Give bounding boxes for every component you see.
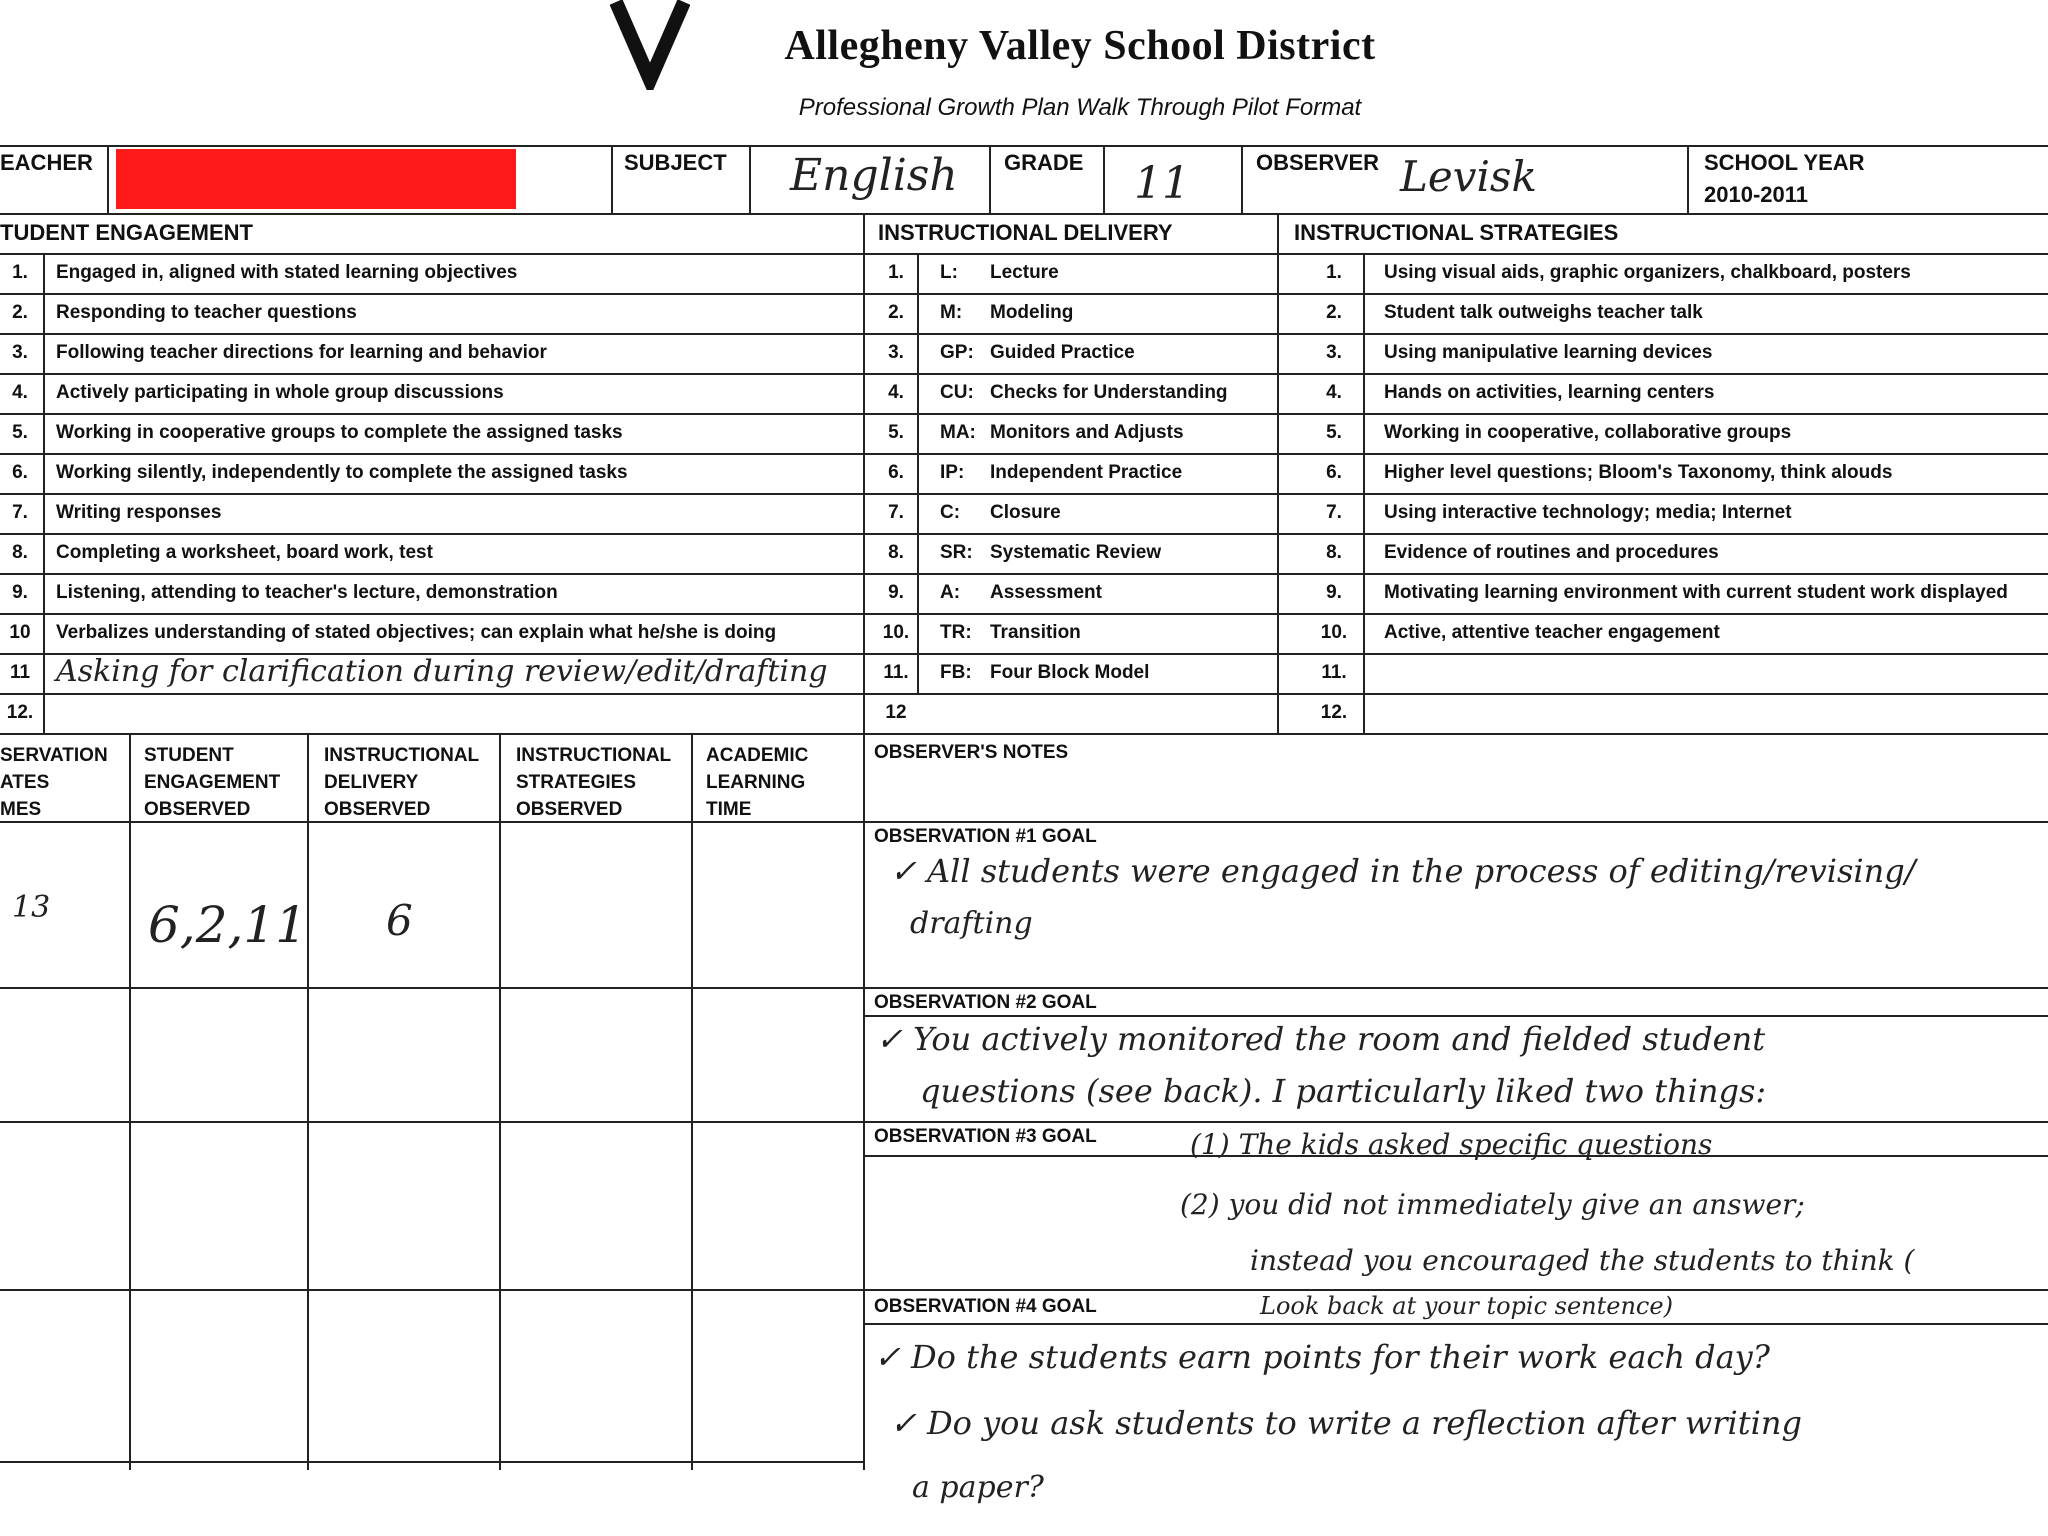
se-item: Working in cooperative groups to complete the assigned tasks	[56, 422, 623, 443]
goal3-line: (1) The kids asked specific questions	[1190, 1128, 1713, 1161]
school-year-label: SCHOOL YEAR	[1704, 150, 1865, 175]
id-item: Transition	[990, 622, 1081, 643]
col-engagement-header: STUDENT ENGAGEMENT OBSERVED	[144, 745, 281, 820]
id-code: A:	[940, 582, 961, 603]
se-item: Listening, attending to teacher's lecture, demonstration	[56, 582, 558, 603]
se-num: 1.	[12, 262, 28, 283]
obs1-delivery: 6	[386, 896, 413, 945]
observer-value: Levisk	[1400, 152, 1537, 201]
is-num: 5.	[1326, 422, 1342, 443]
goal2-line: ✓ You actively monitored the room and fielded student	[876, 1020, 1766, 1058]
se-num: 8.	[12, 542, 28, 563]
id-num: 12	[885, 702, 907, 723]
is-num: 12.	[1320, 702, 1348, 723]
id-num: 5.	[888, 422, 904, 443]
id-num: 8.	[888, 542, 904, 563]
id-code: TR:	[940, 622, 972, 643]
observer-notes-heading: OBSERVER'S NOTES	[874, 742, 1069, 763]
se-item: Writing responses	[56, 502, 222, 523]
goal4-line: a paper?	[912, 1470, 1044, 1505]
id-item: Assessment	[990, 582, 1102, 603]
se-num: 7.	[12, 502, 28, 523]
id-code: IP:	[940, 462, 965, 483]
is-item: Active, attentive teacher engagement	[1384, 622, 1720, 643]
col-dates-header: SERVATION ATES MES	[0, 745, 108, 820]
obs1-date: 13	[12, 890, 51, 925]
teacher-label: EACHER	[0, 150, 93, 175]
goal2-label: OBSERVATION #2 GOAL	[874, 992, 1097, 1013]
se-num: 6.	[12, 462, 28, 483]
id-item: Modeling	[990, 302, 1074, 323]
is-item: Hands on activities, learning centers	[1384, 382, 1715, 403]
se-num: 10	[9, 622, 31, 643]
se-num: 9.	[12, 582, 28, 603]
subject-value: English	[790, 150, 958, 201]
student-engagement-heading: TUDENT ENGAGEMENT	[0, 220, 253, 245]
se-item-handwritten: Asking for clarification during review/edit/drafting	[56, 654, 828, 689]
is-num: 10.	[1320, 622, 1348, 643]
id-item: Guided Practice	[990, 342, 1135, 363]
id-num: 3.	[888, 342, 904, 363]
obs1-engagement: 6,2,11	[148, 896, 308, 954]
se-item: Completing a worksheet, board work, test	[56, 542, 433, 563]
goal4-label: OBSERVATION #4 GOAL	[874, 1296, 1097, 1317]
col-strategies-header: INSTRUCTIONAL STRATEGIES OBSERVED	[516, 745, 672, 820]
goal3-label: OBSERVATION #3 GOAL	[874, 1126, 1097, 1147]
is-num: 6.	[1326, 462, 1342, 483]
se-num: 12.	[6, 702, 34, 723]
id-code: GP:	[940, 342, 974, 363]
district-title: Allegheny Valley School District	[784, 23, 1376, 69]
id-num: 11.	[883, 662, 909, 683]
is-num: 8.	[1326, 542, 1342, 563]
se-item: Engaged in, aligned with stated learning objectives	[56, 262, 518, 283]
id-code: SR:	[940, 542, 973, 563]
school-year-value: 2010-2011	[1704, 182, 1808, 207]
instructional-strategies-heading: INSTRUCTIONAL STRATEGIES	[1294, 220, 1619, 245]
is-item: Student talk outweighs teacher talk	[1384, 302, 1703, 323]
id-item: Systematic Review	[990, 542, 1162, 563]
is-item: Using manipulative learning devices	[1384, 342, 1713, 363]
is-num: 7.	[1326, 502, 1342, 523]
id-num: 9.	[888, 582, 904, 603]
se-num: 3.	[12, 342, 28, 363]
observer-label: OBSERVER	[1256, 150, 1380, 175]
is-num: 1.	[1326, 262, 1342, 283]
id-num: 10.	[882, 622, 910, 643]
se-item: Working silently, independently to complete the assigned tasks	[56, 462, 628, 483]
id-num: 7.	[888, 502, 904, 523]
goal4-line: ✓ Do the students earn points for their work each day?	[874, 1338, 1770, 1376]
se-item: Verbalizes understanding of stated objectives; can explain what he/she is doing	[56, 622, 777, 643]
id-item: Lecture	[990, 262, 1059, 283]
id-num: 6.	[888, 462, 904, 483]
goal3-line: (2) you did not immediately give an answer;	[1180, 1188, 1805, 1221]
redacted-teacher-name	[116, 149, 516, 209]
is-num: 2.	[1326, 302, 1342, 323]
goal2-line: questions (see back). I particularly liked two things:	[920, 1072, 1767, 1110]
goal3-line: Look back at your topic sentence)	[1260, 1292, 1673, 1320]
id-num: 4.	[888, 382, 904, 403]
id-item: Closure	[990, 502, 1061, 523]
se-num: 4.	[12, 382, 28, 403]
is-item: Motivating learning environment with current student work displayed	[1384, 582, 2008, 603]
se-item: Responding to teacher questions	[56, 302, 357, 323]
col-learning-time-header: ACADEMIC LEARNING TIME	[706, 745, 809, 820]
is-item: Higher level questions; Bloom's Taxonomy, think alouds	[1384, 462, 1893, 483]
goal1-line: ✓ All students were engaged in the process of editing/revising/	[890, 852, 1916, 890]
se-num: 11	[9, 662, 31, 683]
goal3-line: instead you encouraged the students to think (	[1250, 1244, 1915, 1277]
is-num: 9.	[1326, 582, 1342, 603]
form-subtitle: Professional Growth Plan Walk Through Pilot Format	[798, 94, 1362, 121]
is-item: Evidence of routines and procedures	[1384, 542, 1719, 563]
se-num: 2.	[12, 302, 28, 323]
instructional-delivery-heading: INSTRUCTIONAL DELIVERY	[878, 220, 1173, 245]
id-code: CU:	[940, 382, 974, 403]
id-code: FB:	[940, 662, 972, 683]
is-item: Using visual aids, graphic organizers, chalkboard, posters	[1384, 262, 1911, 283]
id-code: C:	[940, 502, 961, 523]
grade-label: GRADE	[1004, 150, 1084, 175]
district-logo	[610, 0, 690, 90]
id-num: 2.	[888, 302, 904, 323]
id-num: 1.	[888, 262, 904, 283]
id-code: L:	[940, 262, 958, 283]
id-item: Four Block Model	[990, 662, 1150, 683]
goal4-line: ✓ Do you ask students to write a reflection after writing	[890, 1404, 1802, 1442]
goal1-label: OBSERVATION #1 GOAL	[874, 826, 1097, 847]
is-num: 4.	[1326, 382, 1342, 403]
se-item: Following teacher directions for learning and behavior	[56, 342, 547, 363]
subject-label: SUBJECT	[624, 150, 727, 175]
id-code: M:	[940, 302, 963, 323]
id-item: Independent Practice	[990, 462, 1183, 483]
is-num: 11.	[1321, 662, 1347, 683]
is-num: 3.	[1326, 342, 1342, 363]
id-item: Monitors and Adjusts	[990, 422, 1184, 443]
id-code: MA:	[940, 422, 976, 443]
id-item: Checks for Understanding	[990, 382, 1228, 403]
is-item: Using interactive technology; media; Internet	[1384, 502, 1792, 523]
se-item: Actively participating in whole group discussions	[56, 382, 504, 403]
grade-value: 11	[1134, 158, 1190, 209]
se-num: 5.	[12, 422, 28, 443]
is-item: Working in cooperative, collaborative groups	[1384, 422, 1792, 443]
col-delivery-header: INSTRUCTIONAL DELIVERY OBSERVED	[324, 745, 480, 820]
goal1-line: drafting	[910, 906, 1033, 941]
